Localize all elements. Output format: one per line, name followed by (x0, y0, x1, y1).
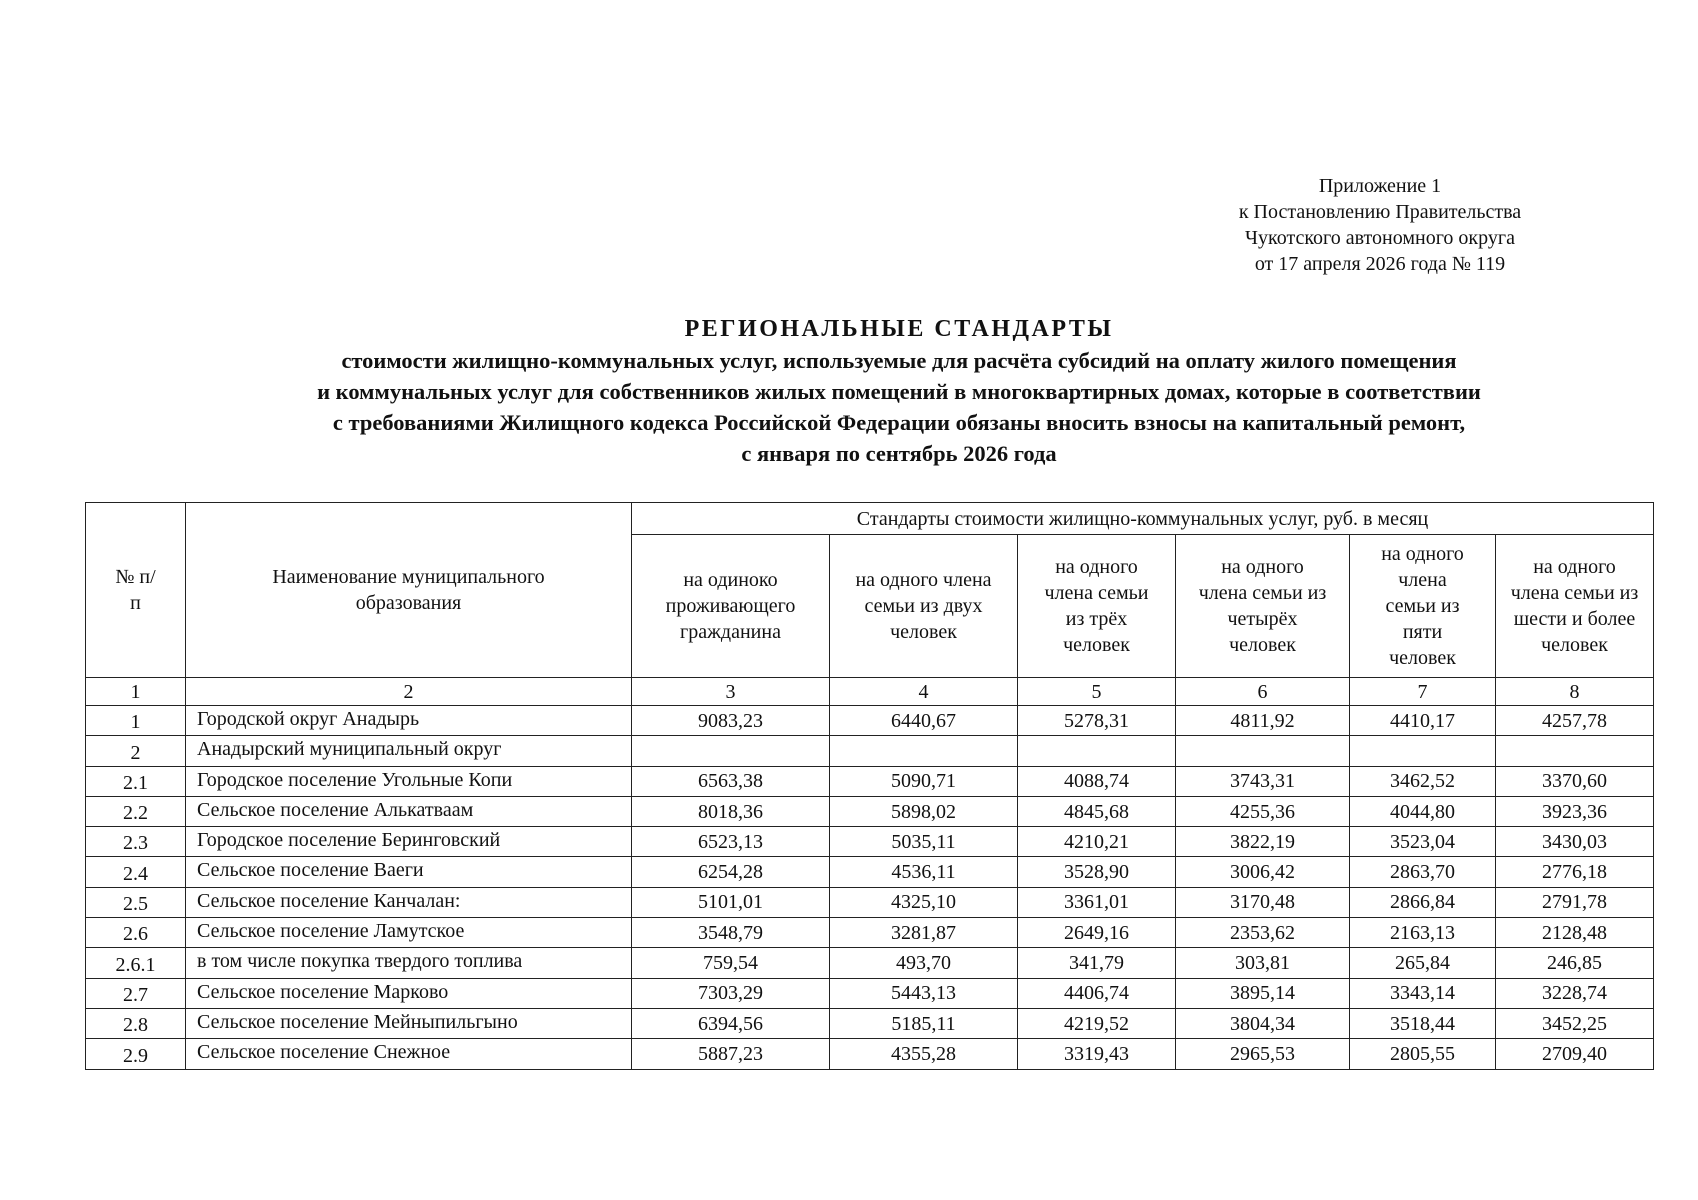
row-value: 3170,48 (1176, 887, 1350, 917)
header-column-6 (1176, 535, 1350, 678)
header-number-text: № п/п (115, 566, 156, 614)
row-value: 3452,25 (1496, 1008, 1654, 1038)
row-number: 1 (86, 706, 186, 736)
row-name: Сельское поселение Мейныпильгыно (186, 1008, 632, 1038)
row-number: 2.4 (86, 857, 186, 887)
row-value: 6523,13 (632, 827, 830, 857)
row-value: 341,79 (1018, 948, 1176, 978)
row-name: Сельское поселение Ламутское (186, 918, 632, 948)
row-number: 2.8 (86, 1008, 186, 1038)
table-row (86, 736, 1654, 766)
row-value: 5898,02 (830, 796, 1018, 826)
column-number: 4 (830, 678, 1018, 706)
column-number: 3 (632, 678, 830, 706)
document-title: РЕГИОНАЛЬНЫЕ СТАНДАРТЫ (684, 316, 1114, 342)
standards-table (85, 502, 1654, 1070)
row-name: Сельское поселение Марково (186, 978, 632, 1008)
row-value: 2791,78 (1496, 887, 1654, 917)
row-value: 5101,01 (632, 887, 830, 917)
table-row (86, 857, 1654, 887)
row-value: 6563,38 (632, 766, 830, 796)
row-value: 2805,55 (1350, 1039, 1496, 1069)
row-value: 4410,17 (1350, 706, 1496, 736)
table-row (86, 796, 1654, 826)
row-value: 303,81 (1176, 948, 1350, 978)
table-row (86, 918, 1654, 948)
row-value: 3804,34 (1176, 1008, 1350, 1038)
row-value: 4210,21 (1018, 827, 1176, 857)
row-value: 4811,92 (1176, 706, 1350, 736)
header-column-text: на одного члена семьи из четырёх человек (1198, 556, 1327, 656)
row-value: 4406,74 (1018, 978, 1176, 1008)
row-name: Сельское поселение Ваеги (186, 857, 632, 887)
row-value: 3548,79 (632, 918, 830, 948)
column-number: 6 (1176, 678, 1350, 706)
table-row (86, 887, 1654, 917)
row-value: 6254,28 (632, 857, 830, 887)
row-value (632, 736, 830, 766)
header-column-3 (632, 535, 830, 678)
row-value: 2128,48 (1496, 918, 1654, 948)
row-value: 4257,78 (1496, 706, 1654, 736)
column-number: 2 (186, 678, 632, 706)
row-value: 2163,13 (1350, 918, 1496, 948)
table-row (86, 706, 1654, 736)
row-number: 2.3 (86, 827, 186, 857)
header-column-text: на одного члена семьи из двух человек (855, 569, 992, 643)
row-value: 2965,53 (1176, 1039, 1350, 1069)
row-value: 2353,62 (1176, 918, 1350, 948)
table-row (86, 978, 1654, 1008)
row-number: 2 (86, 736, 186, 766)
row-value: 2709,40 (1496, 1039, 1654, 1069)
table-row (86, 1039, 1654, 1069)
row-value: 2866,84 (1350, 887, 1496, 917)
row-value: 3528,90 (1018, 857, 1176, 887)
header-column-4 (830, 535, 1018, 678)
row-number: 2.7 (86, 978, 186, 1008)
row-number: 2.2 (86, 796, 186, 826)
row-value (1350, 736, 1496, 766)
row-value: 5035,11 (830, 827, 1018, 857)
row-value: 5443,13 (830, 978, 1018, 1008)
row-name: Городской округ Анадырь (186, 706, 632, 736)
header-column-7 (1350, 535, 1496, 678)
row-name: Городское поселение Беринговский (186, 827, 632, 857)
row-name: Сельское поселение Алькатваам (186, 796, 632, 826)
row-number: 2.1 (86, 766, 186, 796)
table-row (86, 948, 1654, 978)
row-number: 2.5 (86, 887, 186, 917)
row-value (1176, 736, 1350, 766)
appendix-line: к Постановлению Правительства (1238, 201, 1522, 223)
row-value: 265,84 (1350, 948, 1496, 978)
row-value: 493,70 (830, 948, 1018, 978)
header-name (186, 503, 632, 678)
row-value: 5887,23 (632, 1039, 830, 1069)
row-name: Анадырский муниципальный округ (186, 736, 632, 766)
row-value: 3923,36 (1496, 796, 1654, 826)
row-value: 7303,29 (632, 978, 830, 1008)
table-row (86, 766, 1654, 796)
appendix-line: Приложение 1 (1318, 175, 1442, 197)
title-block (79, 313, 1698, 469)
table-row (86, 1008, 1654, 1038)
header-column-8 (1496, 535, 1654, 678)
row-name: в том числе покупка твердого топлива (186, 948, 632, 978)
row-value: 8018,36 (632, 796, 830, 826)
row-value: 3343,14 (1350, 978, 1496, 1008)
column-number: 8 (1496, 678, 1654, 706)
row-value: 759,54 (632, 948, 830, 978)
row-value: 6440,67 (830, 706, 1018, 736)
column-number: 7 (1350, 678, 1496, 706)
row-value: 3743,31 (1176, 766, 1350, 796)
row-value: 3430,03 (1496, 827, 1654, 857)
row-value: 3895,14 (1176, 978, 1350, 1008)
row-value: 4845,68 (1018, 796, 1176, 826)
row-value: 4325,10 (830, 887, 1018, 917)
row-value: 9083,23 (632, 706, 830, 736)
row-value: 3006,42 (1176, 857, 1350, 887)
row-value: 2863,70 (1350, 857, 1496, 887)
row-value: 4088,74 (1018, 766, 1176, 796)
document-subtitle-line: и коммунальных услуг для собственников жилых помещений в многоквартирных домах, которые в соответствии (317, 379, 1481, 404)
column-number: 1 (86, 678, 186, 706)
row-value: 4355,28 (830, 1039, 1018, 1069)
row-value (1496, 736, 1654, 766)
appendix-line: Чукотского автономного округа (1245, 227, 1515, 249)
row-name: Сельское поселение Снежное (186, 1039, 632, 1069)
row-value: 3462,52 (1350, 766, 1496, 796)
row-value: 5185,11 (830, 1008, 1018, 1038)
document-subtitle-line: стоимости жилищно-коммунальных услуг, используемые для расчёта субсидий на оплату жилого помещения (341, 348, 1457, 373)
header-column-text: на одиноко проживающего гражданина (665, 569, 796, 643)
row-number: 2.6 (86, 918, 186, 948)
row-value: 4219,52 (1018, 1008, 1176, 1038)
row-value: 3281,87 (830, 918, 1018, 948)
row-value: 4536,11 (830, 857, 1018, 887)
appendix-line: от 17 апреля 2026 года № 119 (1254, 253, 1506, 275)
row-value (830, 736, 1018, 766)
header-column-text: на одного члена семьи из шести и более человек (1510, 556, 1639, 656)
header-name-text: Наименование муниципального образования (272, 566, 545, 614)
header-number (86, 503, 186, 678)
row-value: 2649,16 (1018, 918, 1176, 948)
header-column-text: на одного члена семьи из пяти человек (1381, 543, 1464, 669)
row-value (1018, 736, 1176, 766)
row-value: 246,85 (1496, 948, 1654, 978)
row-number: 2.6.1 (86, 948, 186, 978)
row-value: 3518,44 (1350, 1008, 1496, 1038)
header-column-text: на одного члена семьи из трёх человек (1044, 556, 1149, 656)
row-value: 2776,18 (1496, 857, 1654, 887)
row-name: Сельское поселение Канчалан: (186, 887, 632, 917)
appendix-block (1180, 173, 1580, 277)
column-number: 5 (1018, 678, 1176, 706)
table-row (86, 827, 1654, 857)
row-value: 3319,43 (1018, 1039, 1176, 1069)
row-value: 5278,31 (1018, 706, 1176, 736)
row-value: 4255,36 (1176, 796, 1350, 826)
row-value: 3523,04 (1350, 827, 1496, 857)
row-value: 6394,56 (632, 1008, 830, 1038)
row-value: 4044,80 (1350, 796, 1496, 826)
document-subtitle-line: с января по сентябрь 2026 года (741, 441, 1057, 466)
row-value: 3361,01 (1018, 887, 1176, 917)
row-value: 3822,19 (1176, 827, 1350, 857)
row-number: 2.9 (86, 1039, 186, 1069)
row-value: 5090,71 (830, 766, 1018, 796)
row-name: Городское поселение Угольные Копи (186, 766, 632, 796)
row-value: 3228,74 (1496, 978, 1654, 1008)
header-group: Стандарты стоимости жилищно-коммунальных услуг, руб. в месяц (632, 503, 1654, 535)
header-column-5 (1018, 535, 1176, 678)
row-value: 3370,60 (1496, 766, 1654, 796)
document-subtitle-line: с требованиями Жилищного кодекса Российской Федерации обязаны вносить взносы на капитальный ремонт, (332, 410, 1466, 435)
